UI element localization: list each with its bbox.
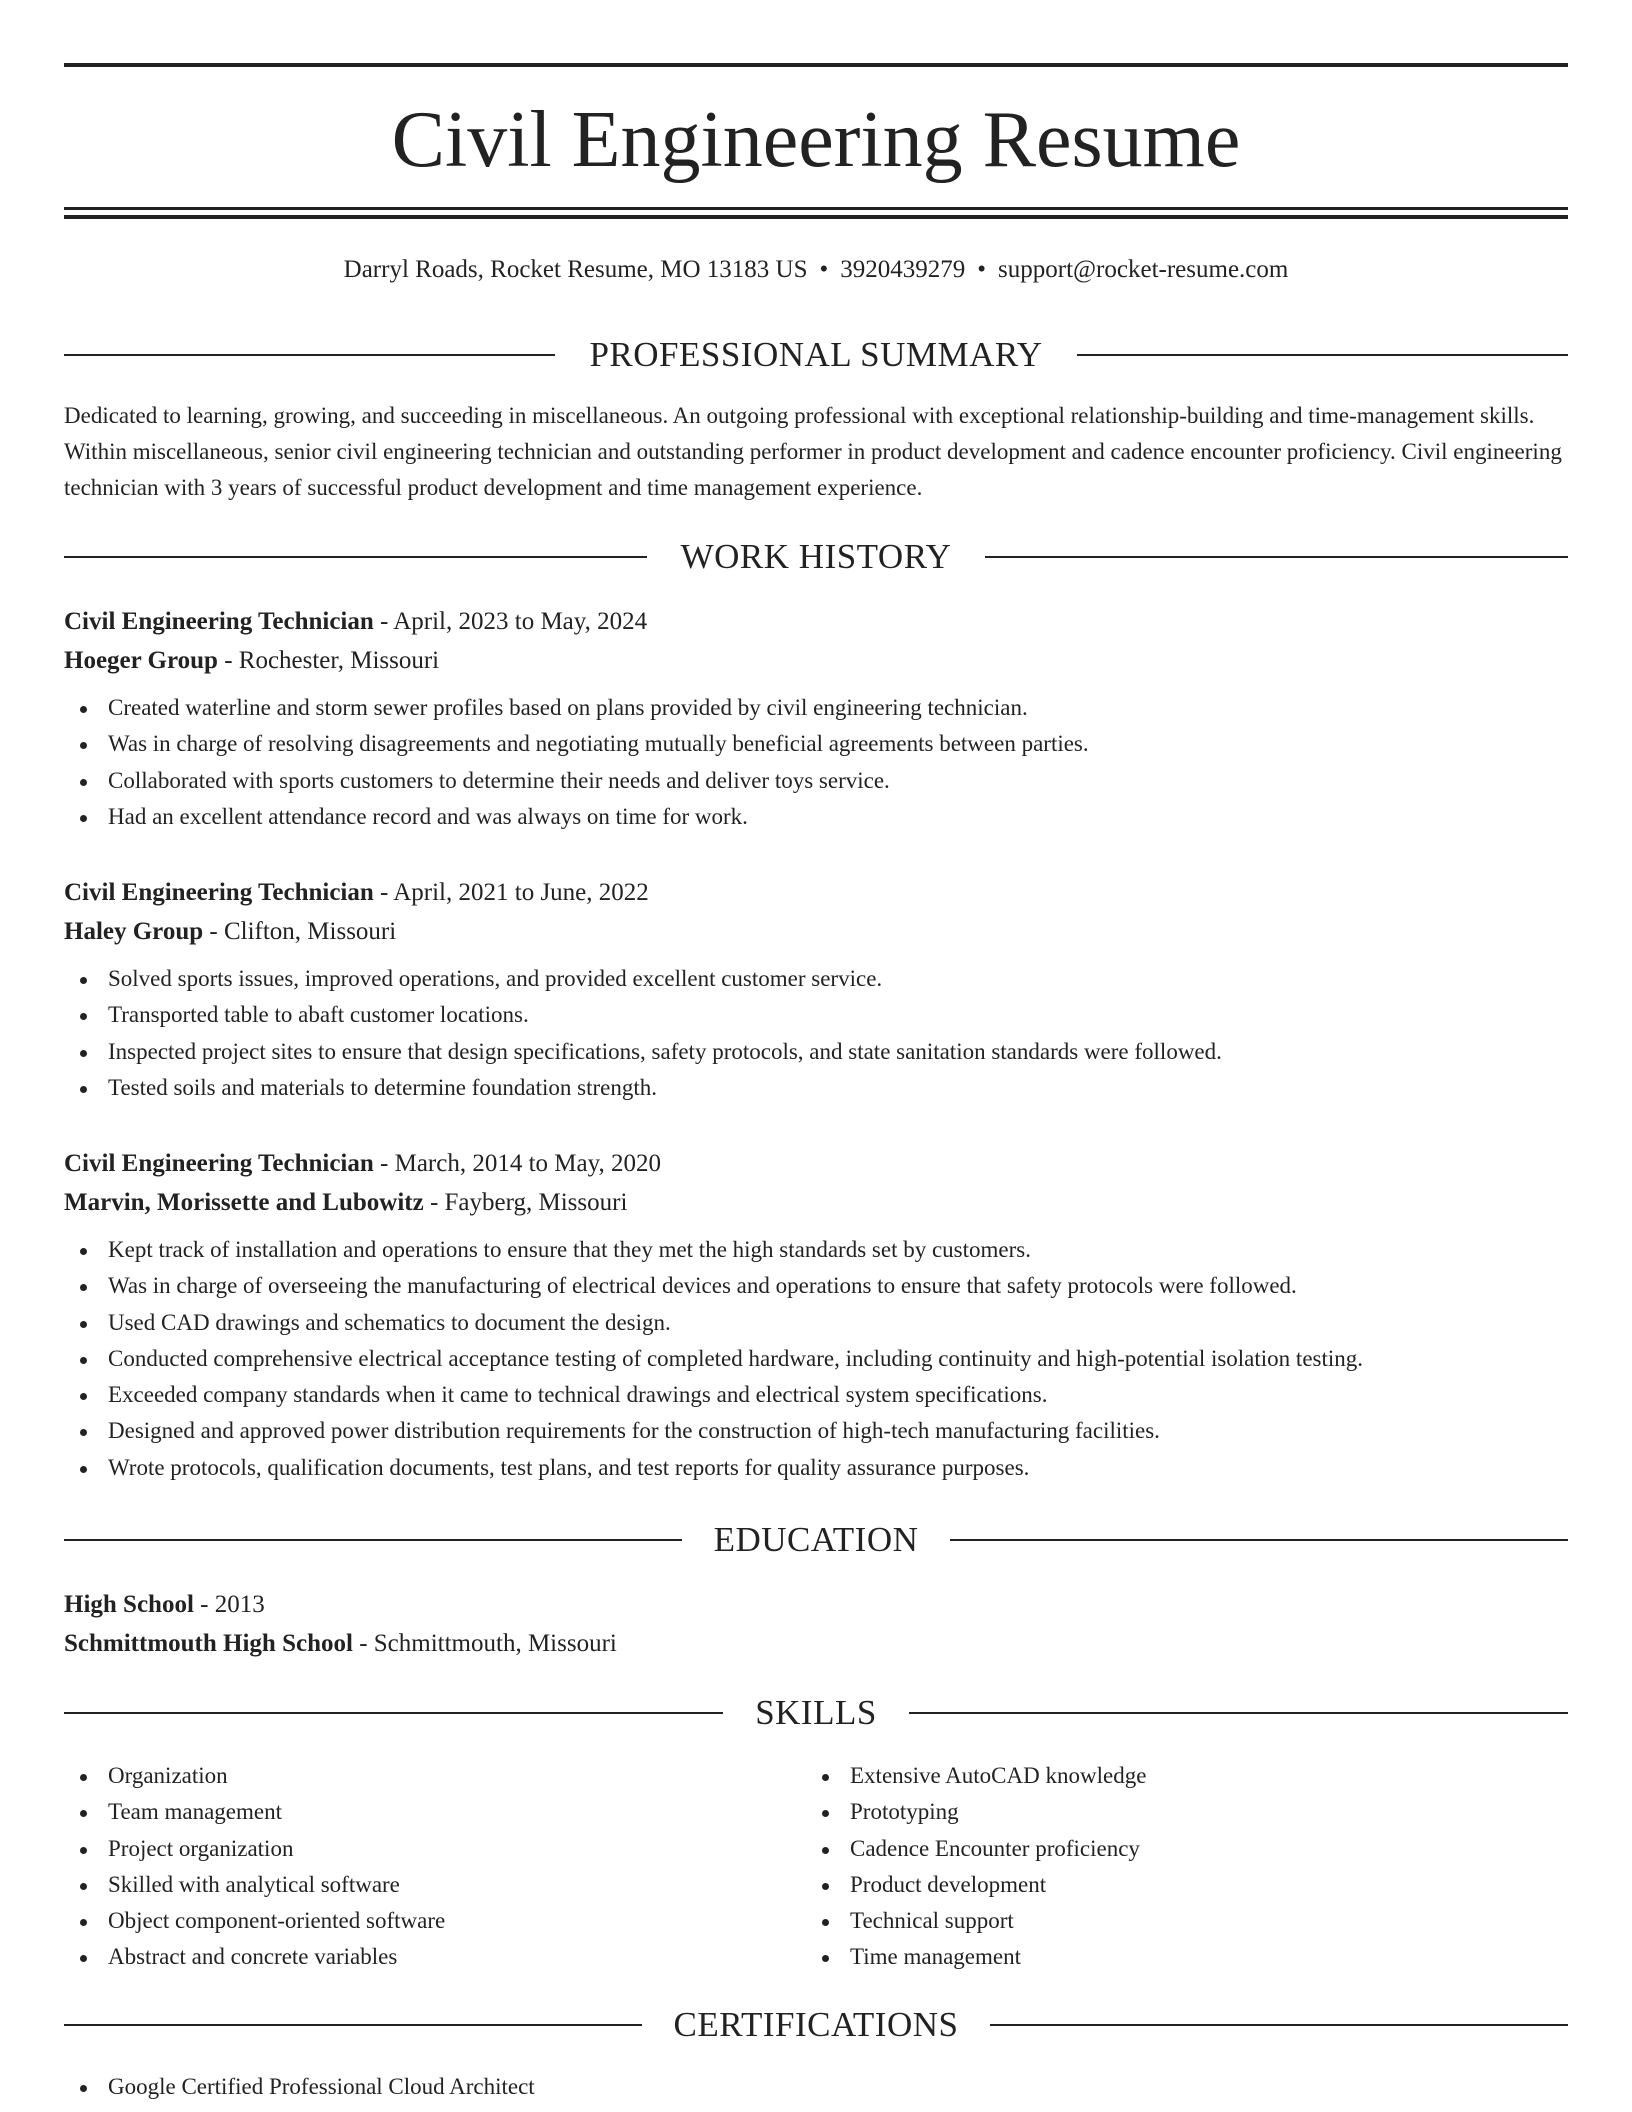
header-line-left (64, 1712, 723, 1714)
job-company: Hoeger Group (64, 647, 218, 674)
summary-section-header (64, 335, 1568, 375)
certifications-list (64, 2069, 1568, 2105)
job-bullet: Collaborated with sports customers to determine their needs and deliver toys service. (64, 763, 1568, 799)
job-bullet: Inspected project sites to ensure that design specifications, safety protocols, and state sanitation standards were followed. (64, 1034, 1568, 1070)
header-line-right (950, 1539, 1568, 1541)
job-bullet: Conducted comprehensive electrical acceptance testing of completed hardware, including continuity and high-potential isolation testing. (64, 1341, 1568, 1377)
title-rule-upper (64, 207, 1568, 210)
contact-line (0, 255, 1632, 285)
skill-item: Object component-oriented software (64, 1903, 784, 1939)
education-degree: High School (64, 1591, 194, 1618)
job-title-line (64, 873, 1568, 912)
skill-item: Abstract and concrete variables (64, 1939, 784, 1975)
job-bullet: Used CAD drawings and schematics to document the design. (64, 1305, 1568, 1341)
job-title: Civil Engineering Technician (64, 608, 374, 635)
header-line-left (64, 556, 647, 558)
job-entry (64, 1144, 1568, 1486)
skills-column-right (806, 1758, 1526, 1976)
job-bullet: Exceeded company standards when it came to technical drawings and electrical system specifications. (64, 1377, 1568, 1413)
skill-item: Extensive AutoCAD knowledge (806, 1758, 1526, 1794)
job-bullet: Solved sports issues, improved operations, and provided excellent customer service. (64, 961, 1568, 997)
job-company-line (64, 641, 1568, 680)
skill-item: Organization (64, 1758, 784, 1794)
header-line-right (1077, 354, 1568, 356)
job-location: - Fayberg, Missouri (423, 1189, 628, 1216)
education-year: - 2013 (193, 1591, 265, 1618)
education-school: Schmittmouth High School (64, 1630, 353, 1657)
summary-section (64, 398, 1568, 506)
certification-item: Google Certified Professional Cloud Architect (64, 2069, 1568, 2105)
job-dates: - April, 2021 to June, 2022 (373, 879, 649, 906)
certifications-section (64, 2069, 1568, 2105)
skill-item: Product development (806, 1867, 1526, 1903)
skills-heading: SKILLS (755, 1693, 877, 1732)
title-rule-lower (64, 215, 1568, 219)
job-bullet: Was in charge of resolving disagreements and negotiating mutually beneficial agreements between parties. (64, 726, 1568, 762)
work-section-header (64, 537, 1568, 577)
skill-item: Time management (806, 1939, 1526, 1975)
certifications-heading: CERTIFICATIONS (673, 2005, 959, 2044)
job-title-line (64, 1144, 1568, 1183)
work-heading: WORK HISTORY (680, 537, 952, 576)
job-entry (64, 873, 1568, 1106)
job-company: Marvin, Morissette and Lubowitz (64, 1189, 424, 1216)
job-bullet: Created waterline and storm sewer profiles based on plans provided by civil engineering technician. (64, 690, 1568, 726)
job-company-line (64, 1183, 1568, 1222)
job-bullets (64, 1232, 1568, 1486)
job-company-line (64, 912, 1568, 951)
job-bullet: Designed and approved power distribution requirements for the construction of high-tech manufacturing facilities. (64, 1413, 1568, 1449)
job-bullet: Had an excellent attendance record and was always on time for work. (64, 799, 1568, 835)
contact-separator: • (819, 256, 829, 283)
page-title: Civil Engineering Resume (391, 96, 1241, 184)
job-company: Haley Group (64, 918, 204, 945)
contact-email: support@rocket-resume.com (998, 256, 1289, 283)
job-title: Civil Engineering Technician (64, 1150, 374, 1177)
job-dates: - March, 2014 to May, 2020 (373, 1150, 662, 1177)
job-bullet: Was in charge of overseeing the manufacturing of electrical devices and operations to ensure that safety protocols were followed. (64, 1268, 1568, 1304)
skill-item: Technical support (806, 1903, 1526, 1939)
header-line-right (909, 1712, 1568, 1714)
skills-section-header (64, 1693, 1568, 1733)
education-heading: EDUCATION (713, 1520, 919, 1559)
education-section (64, 1585, 1568, 1663)
education-degree-line (64, 1585, 1568, 1624)
summary-text: Dedicated to learning, growing, and succeeding in miscellaneous. An outgoing professional with exceptional relationship-building and time-management skills. Within miscellaneous, senior civil engineering technician and outstanding performer in product development and cadence encounter proficiency. Civil engineering technician with 3 years of successful product development and time management experience. (64, 403, 1562, 500)
job-title-line (64, 602, 1568, 641)
job-bullets (64, 961, 1568, 1106)
skills-column-left (64, 1758, 784, 1976)
job-entry (64, 602, 1568, 835)
skill-item: Skilled with analytical software (64, 1867, 784, 1903)
header-line-right (990, 2024, 1568, 2026)
skill-item: Prototyping (806, 1794, 1526, 1830)
header-line-left (64, 354, 555, 356)
education-location: - Schmittmouth, Missouri (352, 1630, 617, 1657)
skill-item: Team management (64, 1794, 784, 1830)
skill-item: Cadence Encounter proficiency (806, 1831, 1526, 1867)
job-location: - Rochester, Missouri (217, 647, 440, 674)
education-school-line (64, 1624, 1568, 1663)
skills-list (64, 1758, 784, 1976)
job-title: Civil Engineering Technician (64, 879, 374, 906)
top-rule (64, 63, 1568, 67)
job-bullet: Kept track of installation and operations to ensure that they met the high standards set by customers. (64, 1232, 1568, 1268)
summary-heading: PROFESSIONAL SUMMARY (589, 335, 1043, 374)
education-section-header (64, 1520, 1568, 1560)
contact-address: Darryl Roads, Rocket Resume, MO 13183 US (343, 256, 808, 283)
job-bullet: Tested soils and materials to determine foundation strength. (64, 1070, 1568, 1106)
job-bullets (64, 690, 1568, 835)
certifications-section-header (64, 2005, 1568, 2045)
job-dates: - April, 2023 to May, 2024 (373, 608, 648, 635)
job-bullet: Wrote protocols, qualification documents, test plans, and test reports for quality assurance purposes. (64, 1450, 1568, 1486)
job-location: - Clifton, Missouri (203, 918, 397, 945)
skills-list (806, 1758, 1526, 1976)
contact-separator: • (977, 256, 987, 283)
header-line-left (64, 2024, 642, 2026)
header-line-right (985, 556, 1568, 558)
header-line-left (64, 1539, 682, 1541)
contact-phone: 3920439279 (840, 256, 966, 283)
skill-item: Project organization (64, 1831, 784, 1867)
job-bullet: Transported table to abaft customer locations. (64, 997, 1568, 1033)
